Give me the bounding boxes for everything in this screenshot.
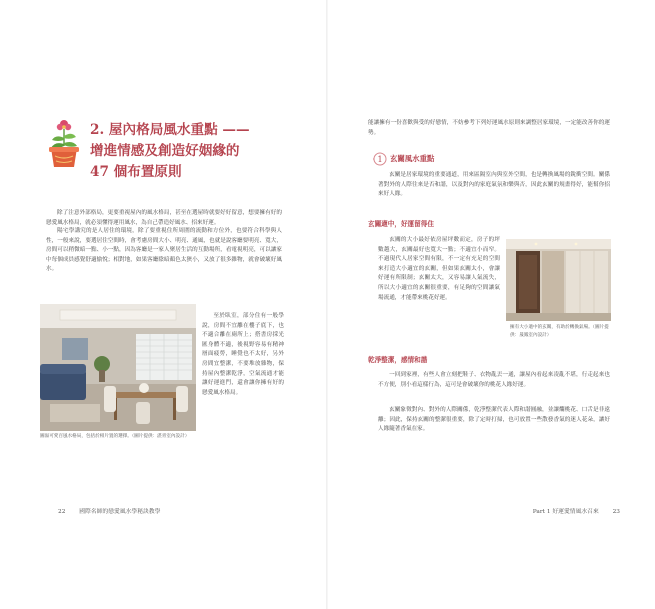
living-room-photo [40,304,196,431]
left-paragraph-1: 除了注意外部格局，更要重視屋內的風水格局，甚至在選屋時就要好好留意，想要擁有好的戀愛風水格局，就必須懂得運用風水，為自己帶造好風水、招來好運。 [46,210,282,226]
right-page-number: 23 [612,509,620,515]
part-label: Part 1 [532,509,551,515]
left-paragraph-3: 至於臥室，部分住有一般學說，房間不宜離在樓子底下，也不適合離在廁所上；搭書房採光匯身體不適，後視野容易有精神層面疲勞，睡覺也不太好，另外房間宜整潔，不要堆放雜物，保持屋內整潔乾淨，空氣流通才能讓好運進門，還會讓你擁有好的戀愛風水格局。 [202,313,284,396]
left-footer-title: 國際名師的戀愛風水學秘訣教學 [79,509,161,515]
chapter-title-line-3: 47 個布置原則 [90,164,182,180]
tidy-paragraph-1: 一回到家裡，有些人會立刻把鞋子、衣物亂丟一通，讓屋內看起來凌亂不堪，行走起來也不方便，別小看這樣行為，這可是會破壞你的桃花人緣好運。 [378,372,610,388]
potted-plant-icon [46,118,82,170]
right-page-footer [533,506,620,515]
chapter-title-line-2: 增進情感及創造好姻緣的 [90,143,240,159]
left-paragraph-2: 陽宅學講究的是人居住的環境，除了要重視住所周圍的流動和方位外，也要符合科學與人性，一般來說，要選居住空間時，會考慮房間大小、明亮、通風，也就是說客廳要明亮、寬大，房間可以稍微暗一點、小一點，因為客廳是一家人聚居生活的互動場所，看電視明亮，可以讓家中每個成員感覺舒適愉悅；相對地，如果客廳陰暗顏色太狹小，又放了很多雜物，就會破壞好風水。 [46,228,282,273]
right-intro-paragraph: 能讓擁有一份喜歡與受的好戀情，不妨參考下列好運風水原則來調整居家環境，一定能改善你的運勢。 [368,120,610,136]
chapter-title [90,120,320,183]
right-page [328,0,655,609]
left-page [0,0,327,609]
chapter-title-line-1: 2. 屋內格局風水重點 —— [90,122,250,138]
entryway-photo-caption: 擁有大小適中的玄關，有助於轉換氣場。（圖片提供：晟鳳室內設計） [510,325,609,338]
entry-size-paragraph: 玄關的大小最好依房屋坪數而定，房子的坪數越大，玄關最好也寬大一點；不適宜小而窄。不過現代人居家空間有限，不一定有充足的空間來打造大小適宜的玄關，但如果玄關太小，會讓好運有所限制；玄關太大，又容易讓人氣流失，所以大小適宜的玄關很重要，有足夠的空間讓氣場流通，才能帶來桃花好運。 [378,237,500,301]
numbered-circle-icon [373,152,387,166]
sub-heading-entry-size: 玄關適中，好運留得住 [368,220,434,228]
section-number: 1 [377,154,383,164]
living-room-photo-caption: 圖溢可愛百風水格局，包括於相片置的選擇。（圖片提供：湛青室內設計） [40,434,190,439]
left-page-number: 22 [58,509,66,515]
section-intro-paragraph: 玄關是居家環境的重要通道，用來區隔室內與室外空間，也是轉換風場的銳衝空間。關係著對外的人際往來是否和諧，以及對內的家庭氣氛和樂與否，因此玄關的規畫得好，能幫你招來好人緣。 [378,172,610,198]
entryway-photo [506,239,611,321]
sub-heading-tidy: 乾淨整潔，感情和諧 [368,356,428,364]
tidy-paragraph-2: 玄關象徵對內、對外的人際關係，乾淨整潔代表人際和諧圓融，並讓爛桃花、口舌是非遠離；因此，保持玄關的整潔很重要，除了定時打掃，也可放置一些散發香氣的迷人花朵，讓好人緣隨著香氣在家。 [378,407,610,433]
left-page-footer [58,506,160,515]
section-title: 玄關風水重點 [390,154,435,163]
right-footer-title: 好運愛情風水召來 [552,509,599,515]
